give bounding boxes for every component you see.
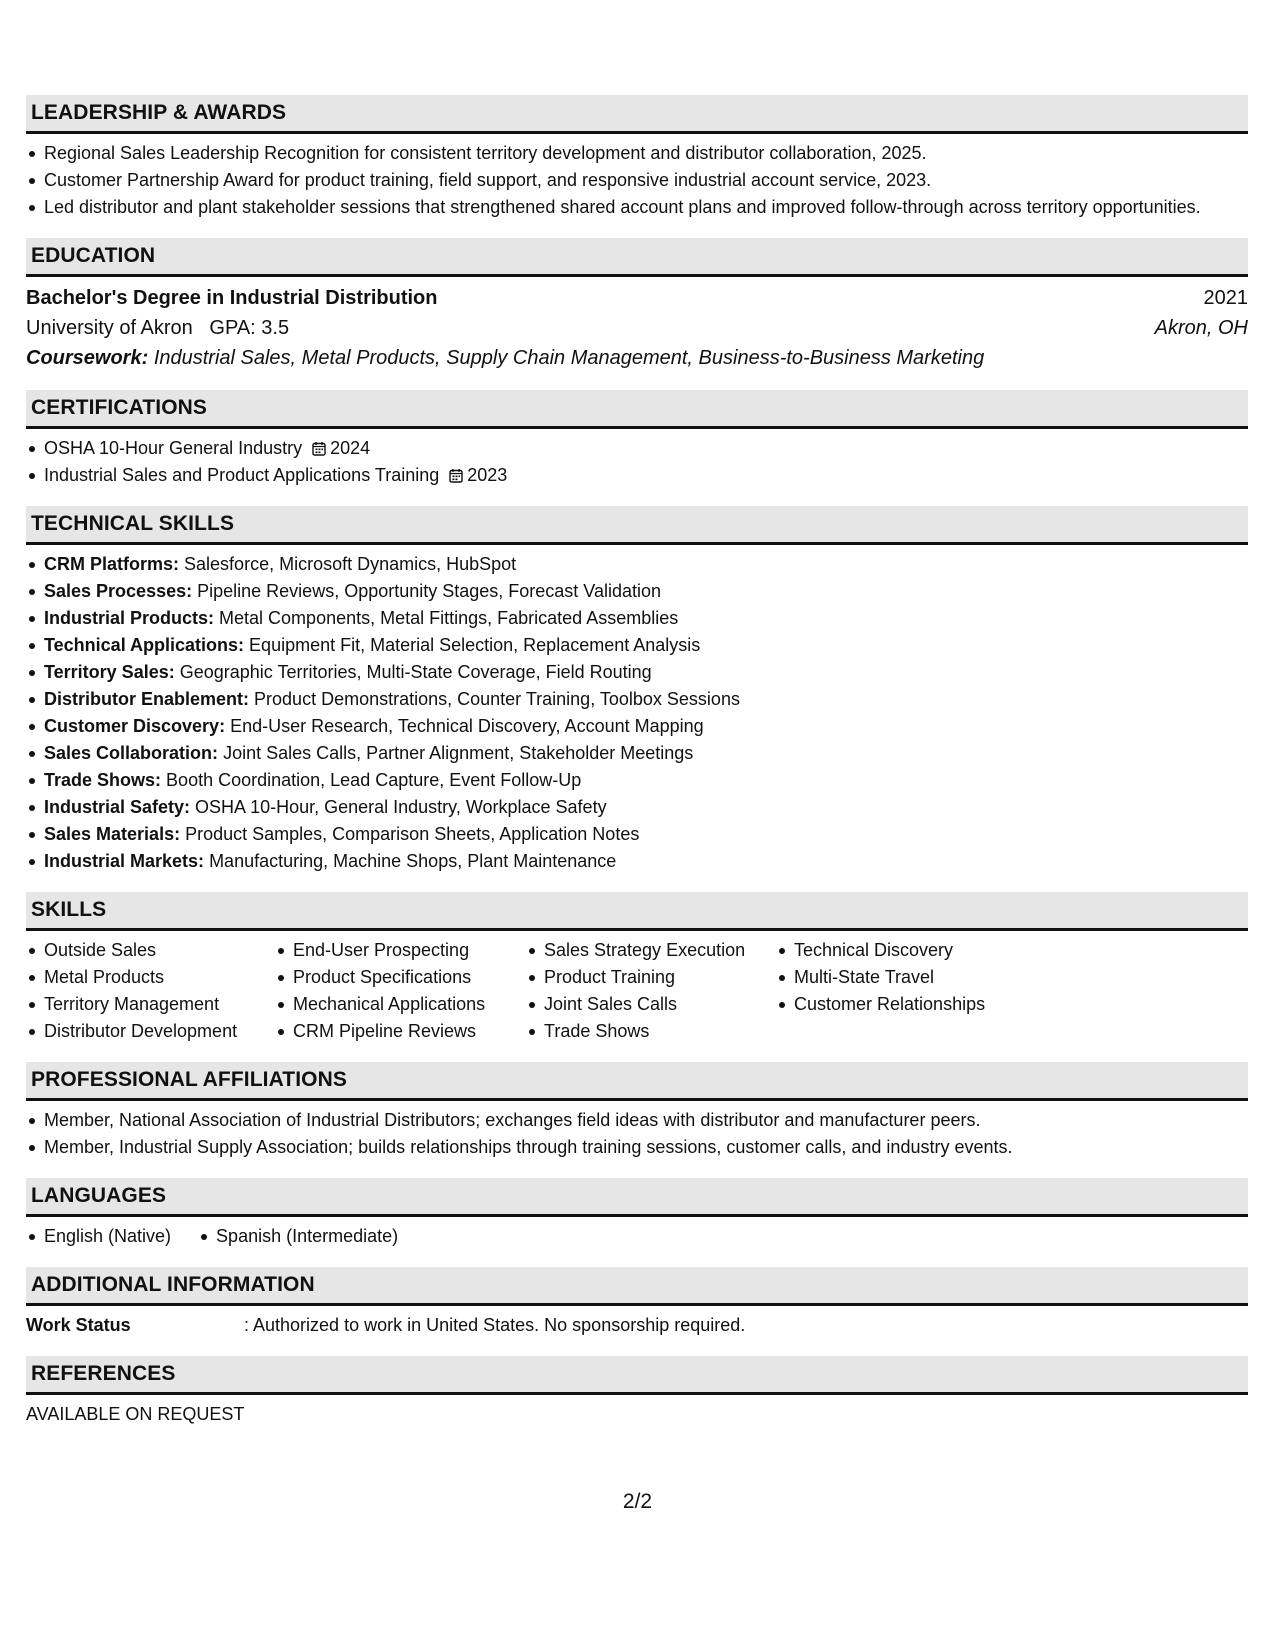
list-item: End-User Prospecting: [293, 937, 544, 964]
list-item: [44, 794, 1248, 821]
list-item: Led distributor and plant stakeholder sessions that strengthened shared account plans and improved follow-through across territory opportunities.: [44, 194, 1248, 221]
certification-name: OSHA 10-Hour General Industry: [44, 438, 303, 458]
certifications-list: [26, 435, 1248, 489]
skill-values: Salesforce, Microsoft Dynamics, HubSpot: [184, 554, 517, 574]
list-item: [44, 848, 1248, 875]
skill-category: CRM Platforms:: [44, 554, 180, 574]
list-item: [44, 686, 1248, 713]
languages-list: [26, 1223, 1248, 1250]
list-item: Product Specifications: [293, 964, 544, 991]
section-header-skills: SKILLS: [26, 892, 1248, 931]
list-item: Member, Industrial Supply Association; builds relationships through training sessions, customer calls, and industry events.: [44, 1134, 1248, 1161]
section-header-certifications: CERTIFICATIONS: [26, 390, 1248, 429]
list-item: Metal Products: [44, 964, 293, 991]
skill-values: Geographic Territories, Multi-State Coverage, Field Routing: [179, 662, 652, 682]
list-item: Territory Management: [44, 991, 293, 1018]
list-item: [44, 632, 1248, 659]
certification-year: 2024: [330, 438, 371, 458]
list-item: [44, 435, 1248, 462]
education-degree-row: [26, 283, 1248, 313]
list-item: Regional Sales Leadership Recognition for consistent territory development and distributor collaboration, 2025.: [44, 140, 1248, 167]
list-item: Product Training: [544, 964, 794, 991]
list-item: Distributor Development: [44, 1018, 293, 1045]
skill-values: Booth Coordination, Lead Capture, Event Follow-Up: [166, 770, 582, 790]
skill-category: Industrial Markets:: [44, 851, 205, 871]
work-status-row: [26, 1312, 1248, 1339]
list-item: Trade Shows: [544, 1018, 794, 1045]
section-header-education: EDUCATION: [26, 238, 1248, 277]
list-item: [44, 767, 1248, 794]
skills-grid: [26, 937, 1248, 1045]
skill-values: Pipeline Reviews, Opportunity Stages, Forecast Validation: [197, 581, 662, 601]
affiliations-section: [26, 1062, 1248, 1161]
section-header-languages: LANGUAGES: [26, 1178, 1248, 1217]
list-item: [44, 551, 1248, 578]
skill-category: Industrial Products:: [44, 608, 215, 628]
education-school-row: [26, 313, 1248, 343]
skill-category: Industrial Safety:: [44, 797, 191, 817]
school-info: [26, 313, 289, 343]
certification-name: Industrial Sales and Product Applications Training: [44, 465, 440, 485]
list-item: Joint Sales Calls: [544, 991, 794, 1018]
gpa: GPA: 3.5: [209, 317, 290, 339]
list-item: [44, 659, 1248, 686]
education-section: [26, 238, 1248, 373]
list-item: Mechanical Applications: [293, 991, 544, 1018]
technical-skills-section: [26, 506, 1248, 875]
section-header-leadership: LEADERSHIP & AWARDS: [26, 95, 1248, 134]
skill-values: Manufacturing, Machine Shops, Plant Maintenance: [209, 851, 617, 871]
coursework-value: Industrial Sales, Metal Products, Supply Chain Management, Business-to-Business Marketing: [153, 347, 985, 369]
skill-category: Customer Discovery:: [44, 716, 226, 736]
skill-values: Equipment Fit, Material Selection, Replacement Analysis: [249, 635, 701, 655]
list-item: Outside Sales: [44, 937, 293, 964]
school-location: Akron, OH: [1154, 317, 1248, 339]
list-item: Customer Relationships: [794, 991, 1044, 1018]
work-status-label: Work Status: [26, 1315, 131, 1335]
list-item: [44, 578, 1248, 605]
skill-category: Sales Materials:: [44, 824, 181, 844]
calendar-icon: [449, 468, 463, 483]
page-number: 2/2: [622, 1490, 653, 1513]
affiliations-list: [26, 1107, 1248, 1161]
skill-values: End-User Research, Technical Discovery, Account Mapping: [230, 716, 704, 736]
resume-page: [26, 95, 1248, 1445]
coursework-label: Coursework:: [26, 347, 149, 369]
school-name: University of Akron: [26, 317, 193, 339]
skill-category: Territory Sales:: [44, 662, 175, 682]
technical-skills-list: [26, 551, 1248, 875]
work-status-value: : Authorized to work in United States. No sponsorship required.: [244, 1315, 746, 1335]
skill-category: Sales Collaboration:: [44, 743, 219, 763]
skill-values: Joint Sales Calls, Partner Alignment, Stakeholder Meetings: [223, 743, 694, 763]
skill-category: Trade Shows:: [44, 770, 162, 790]
calendar-icon: [312, 441, 326, 456]
skills-section: [26, 892, 1248, 1045]
skills-column: [794, 937, 1044, 1045]
section-header-additional-info: ADDITIONAL INFORMATION: [26, 1267, 1248, 1306]
certifications-section: [26, 390, 1248, 489]
list-item: [44, 462, 1248, 489]
list-item: [44, 713, 1248, 740]
skill-category: Technical Applications:: [44, 635, 245, 655]
list-item: Multi-State Travel: [794, 964, 1044, 991]
list-item: Customer Partnership Award for product training, field support, and responsive industrial account service, 2023.: [44, 167, 1248, 194]
list-item: CRM Pipeline Reviews: [293, 1018, 544, 1045]
languages-section: [26, 1178, 1248, 1250]
additional-info-section: [26, 1267, 1248, 1339]
list-item: Spanish (Intermediate): [216, 1223, 398, 1250]
list-item: Sales Strategy Execution: [544, 937, 794, 964]
certification-year: 2023: [467, 465, 508, 485]
graduation-year: 2021: [1203, 287, 1248, 309]
skill-category: Distributor Enablement:: [44, 689, 250, 709]
leadership-list: [26, 140, 1248, 221]
section-header-affiliations: PROFESSIONAL AFFILIATIONS: [26, 1062, 1248, 1101]
references-section: [26, 1356, 1248, 1428]
list-item: Member, National Association of Industrial Distributors; exchanges field ideas with distributor and manufacturer peers.: [44, 1107, 1248, 1134]
list-item: [44, 740, 1248, 767]
leadership-section: [26, 95, 1248, 221]
list-item: Technical Discovery: [794, 937, 1044, 964]
skill-values: Product Samples, Comparison Sheets, Application Notes: [185, 824, 640, 844]
skill-values: Product Demonstrations, Counter Training, Toolbox Sessions: [254, 689, 740, 709]
skills-column: [293, 937, 544, 1045]
skill-values: OSHA 10-Hour, General Industry, Workplace Safety: [195, 797, 607, 817]
skills-column: [44, 937, 293, 1045]
list-item: [44, 821, 1248, 848]
references-text: AVAILABLE ON REQUEST: [26, 1404, 245, 1424]
degree-title: Bachelor's Degree in Industrial Distribution: [26, 287, 438, 309]
skill-category: Sales Processes:: [44, 581, 193, 601]
list-item: [44, 605, 1248, 632]
skills-column: [544, 937, 794, 1045]
skill-values: Metal Components, Metal Fittings, Fabricated Assemblies: [219, 608, 679, 628]
section-header-references: REFERENCES: [26, 1356, 1248, 1395]
list-item: English (Native): [44, 1223, 171, 1250]
coursework-line: [26, 343, 1248, 373]
section-header-technical-skills: TECHNICAL SKILLS: [26, 506, 1248, 545]
